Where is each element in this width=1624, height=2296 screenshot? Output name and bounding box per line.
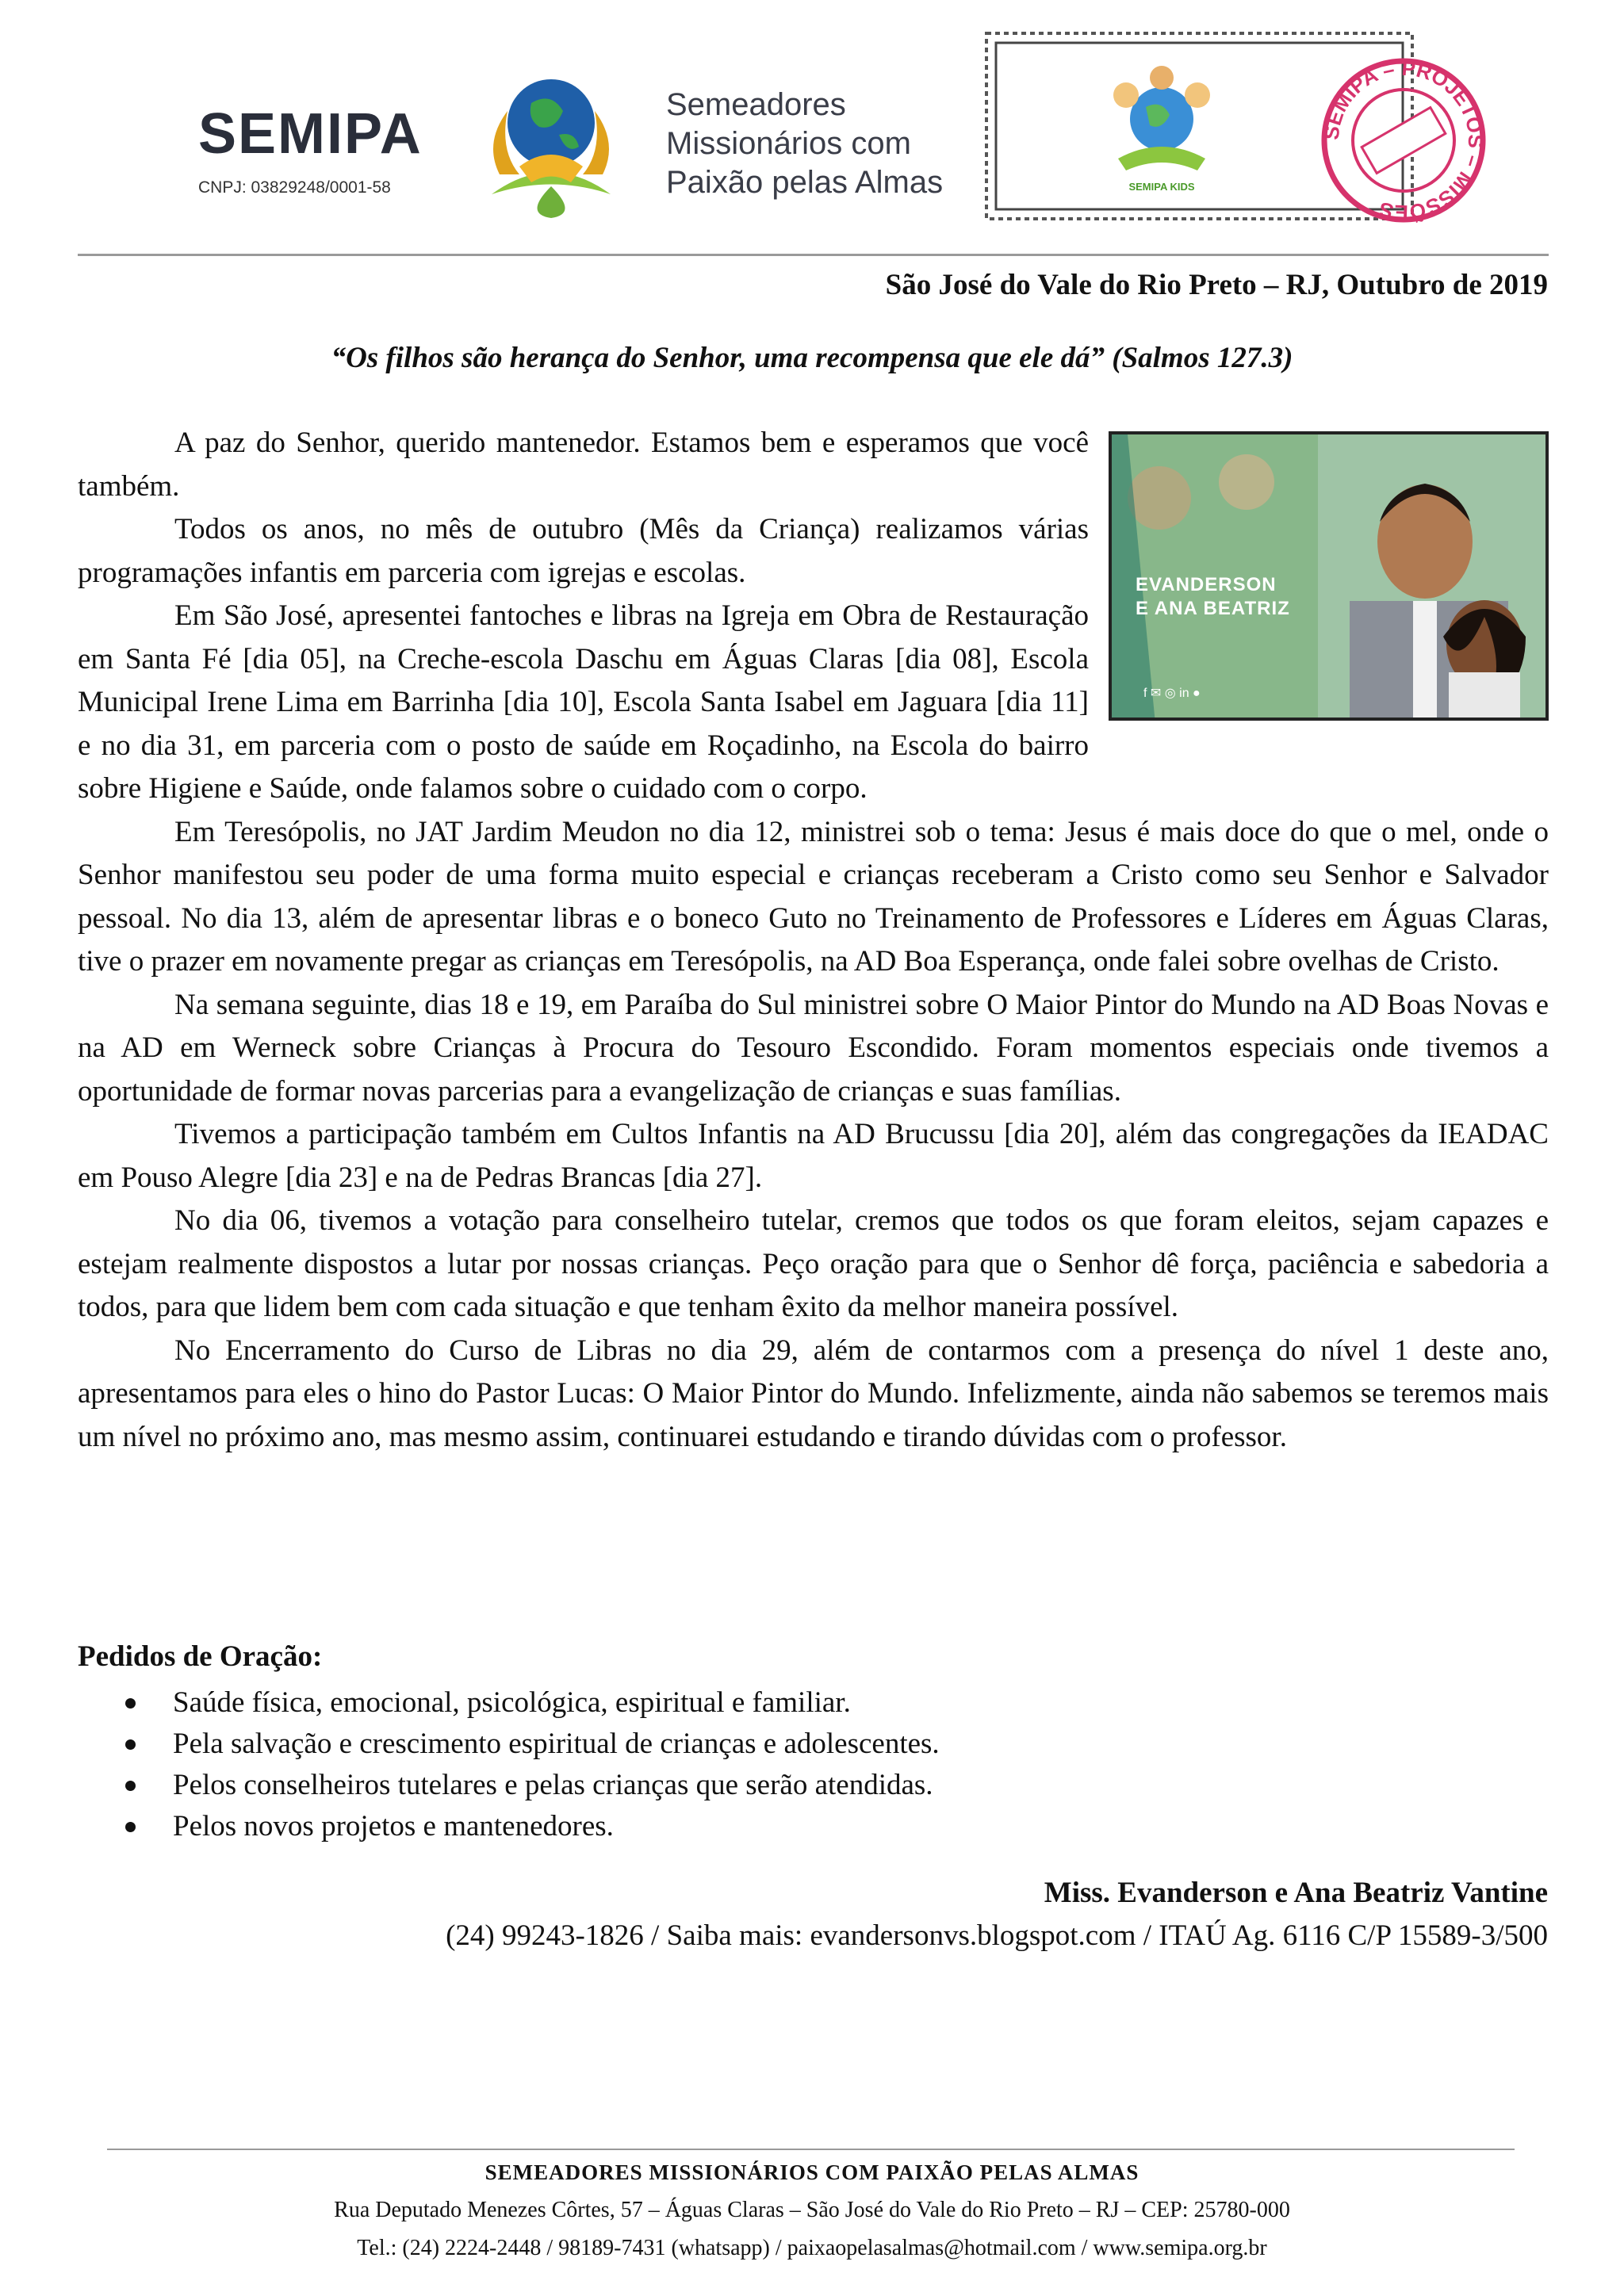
prayer-request-item: Pela salvação e crescimento espiritual de crianças e adolescentes.	[78, 1724, 940, 1765]
kids-logo-text: SEMIPA KIDS	[1128, 181, 1195, 193]
city-date-line: São José do Vale do Rio Preto – RJ, Outubro de 2019	[885, 269, 1548, 301]
letter-paragraph: Em Teresópolis, no JAT Jardim Meudon no dia 12, ministrei sob o tema: Jesus é mais doce do que o mel, onde o Senhor manifestou seu poder de uma forma muito especial e crianças receberam a Cristo como seu Senhor e Salvador pessoal. No dia 13, além de apresentar libras e o boneco Guto no Treinamento de Professores e Líderes em Águas Claras, tive o prazer em novamente pregar as crianças em Teresópolis, na AD Boa Esperança, onde falei sobre ovelhas de Cristo.	[78, 815, 1549, 978]
stamp-ring-text: SEMIPA – PROJETOS – MISSÕES	[1319, 55, 1488, 225]
photo-caption-line: EVANDERSON	[1136, 574, 1277, 595]
footer-org-name: SEMEADORES MISSIONÁRIOS COM PAIXÃO PELAS ALMAS	[485, 2160, 1139, 2184]
prayer-request-item: Pelos novos projetos e mantenedores.	[78, 1806, 940, 1847]
letter-body	[78, 422, 1549, 1459]
missionary-couple-photo	[1109, 431, 1549, 721]
tagline-line: Missionários com	[666, 126, 911, 161]
letter-paragraph: A paz do Senhor, querido mantenedor. Estamos bem e esperamos que você também.	[78, 427, 1089, 503]
footer-contact: Tel.: (24) 2224-2448 / 98189-7431 (whatsapp) / paixaopelasalmas@hotmail.com / www.semipa.org.br	[357, 2236, 1267, 2260]
letter-paragraph: No dia 06, tivemos a votação para conselheiro tutelar, cremos que todos os que foram eleitos, sejam capazes e estejam realmente dispostos a lutar por nossas crianças. Peço oração para que o Senhor dê força, paciência e sabedoria a todos, para que lidem bem com cada situação e que tenham êxito da melhor maneira possível.	[78, 1204, 1549, 1323]
letter-paragraph: Todos os anos, no mês de outubro (Mês da Criança) realizamos várias programações infantis em parceria com igrejas e escolas.	[78, 513, 1089, 589]
prayer-request-item: Saúde física, emocional, psicológica, espiritual e familiar.	[78, 1682, 940, 1724]
org-cnpj: CNPJ: 03829248/0001-58	[198, 178, 391, 197]
org-tagline	[666, 86, 943, 202]
tagline-line: Semeadores	[666, 87, 846, 122]
photo-caption	[1136, 573, 1290, 621]
tagline-line: Paixão pelas Almas	[666, 165, 944, 200]
missionary-signature: Miss. Evanderson e Ana Beatriz Vantine	[1044, 1877, 1548, 1909]
letter-paragraph: Tivemos a participação também em Cultos Infantis na AD Brucussu [dia 20], além das congregações da IEADAC em Pouso Alegre [dia 23] e na de Pedras Brancas [dia 27].	[78, 1118, 1549, 1194]
prayer-requests-list	[78, 1682, 940, 1847]
semipa-kids-logo	[1094, 55, 1229, 202]
bible-verse: “Os filhos são herança do Senhor, uma recompensa que ele dá” (Salmos 127.3)	[331, 342, 1293, 374]
photo-caption-line: E ANA BEATRIZ	[1136, 598, 1290, 619]
letterhead	[0, 0, 1624, 254]
org-short-name: SEMIPA	[198, 102, 423, 166]
missionary-contact-line: (24) 99243-1826 / Saiba mais: evandersonvs.blogspot.com / ITAÚ Ag. 6116 C/P 15589-3/500	[446, 1919, 1548, 1952]
footer-address: Rua Deputado Menezes Côrtes, 57 – Águas Claras – São José do Vale do Rio Preto – RJ – CEP: 25780-000	[334, 2198, 1290, 2222]
letter-paragraph: Na semana seguinte, dias 18 e 19, em Paraíba do Sul ministrei sobre O Maior Pintor do Mundo na AD Boas Novas e na AD em Werneck sobre Crianças à Procura do Tesouro Escondido. Foram momentos especiais onde tivemos a oportunidade de formar novas parcerias para a evangelização de crianças e suas famílias.	[78, 988, 1549, 1108]
footer-divider	[107, 2149, 1515, 2150]
prayer-request-item: Pelos conselheiros tutelares e pelas crianças que serão atendidas.	[78, 1765, 940, 1806]
letter-paragraph: Em São José, apresentei fantoches e libras na Igreja em Obra de Restauração em Santa Fé [dia 05], na Creche-escola Daschu em Águas Claras [dia 08], Escola Municipal Irene Lima em Barrinha [dia 10], Escola Santa Isabel em Jaguara [dia 11] e no dia 31, em parceria com o posto de saúde em Roçadinho, na Escola do bairro sobre Higiene e Saúde, onde falamos sobre o cuidado com o corpo.	[78, 599, 1089, 805]
letter-paragraph: No Encerramento do Curso de Libras no dia 29, além de contarmos com a presença do nível 1 deste ano, apresentamos para eles o hino do Pastor Lucas: O Maior Pintor do Mundo. Infelizmente, ainda não sabemos se teremos mais um nível no próximo ano, mas mesmo assim, continuarei estudando e tirando dúvidas com o professor.	[78, 1334, 1549, 1453]
photo-social-icons: f ✉ ◎ in ●	[1143, 687, 1201, 700]
prayer-requests-title: Pedidos de Oração:	[78, 1640, 323, 1673]
semipa-globe-logo	[476, 55, 626, 222]
header-divider	[78, 254, 1549, 256]
missions-rubber-stamp	[1316, 55, 1491, 226]
